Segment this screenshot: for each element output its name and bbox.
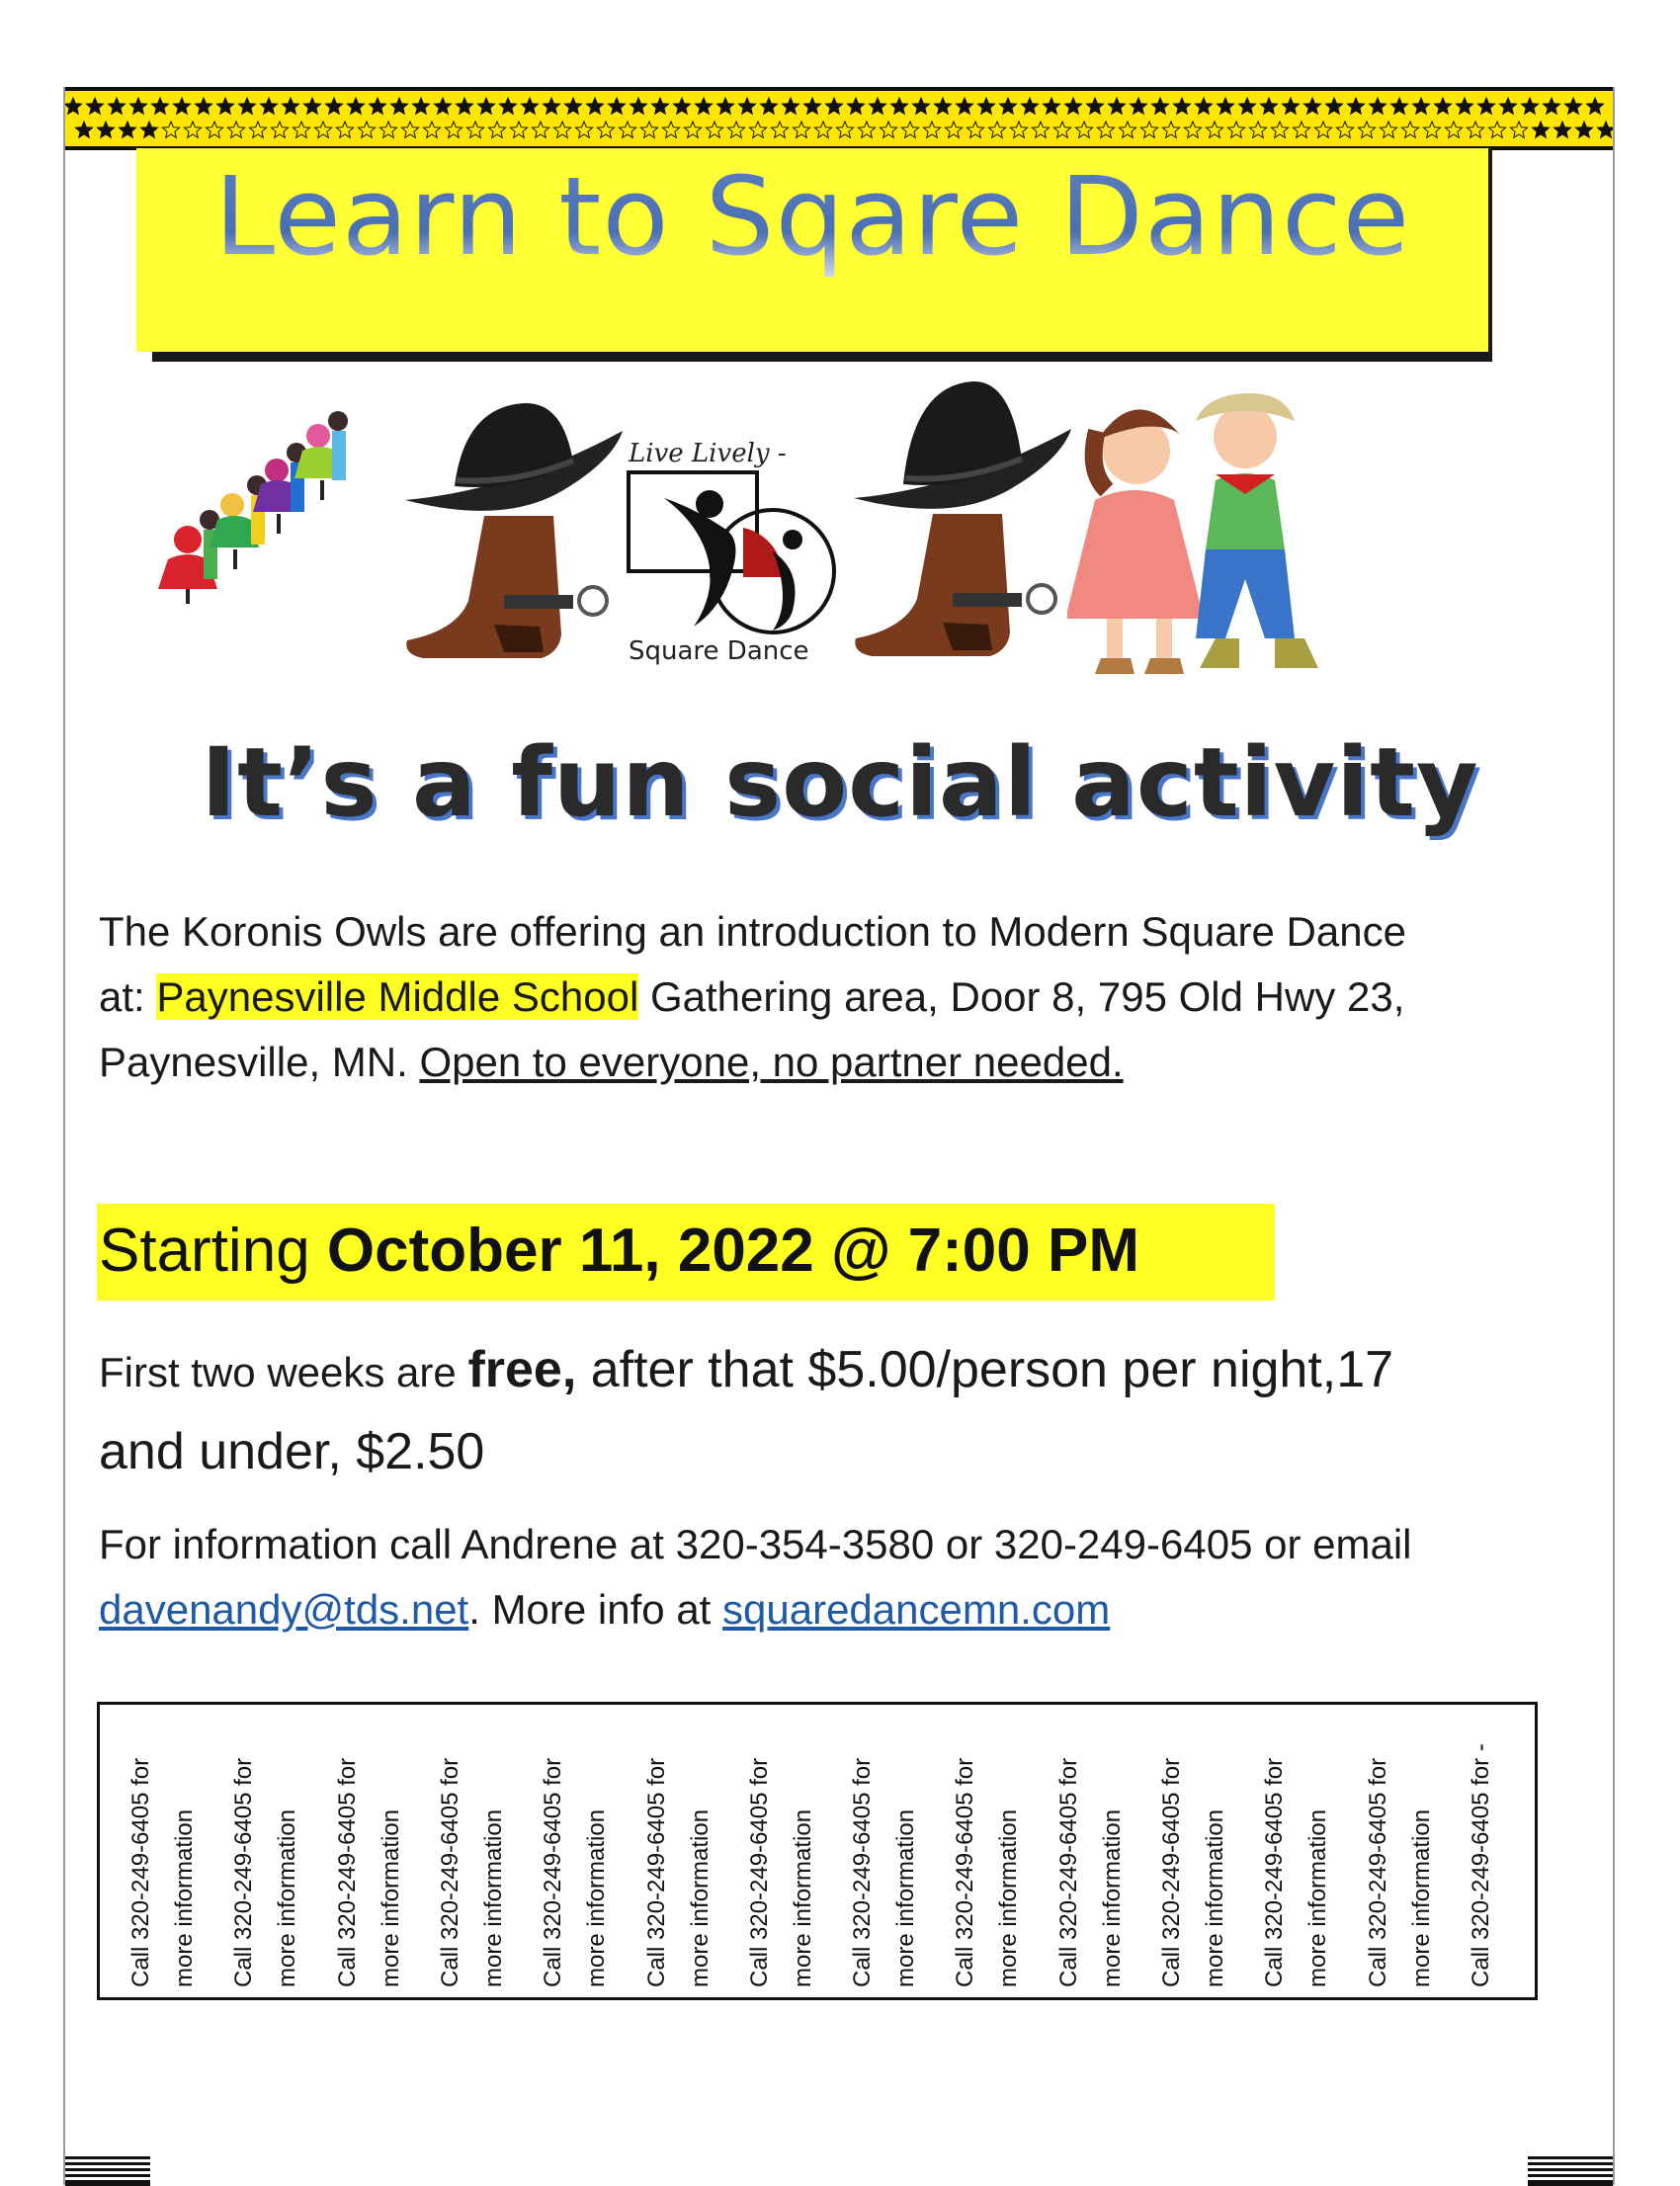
star-shape — [293, 122, 309, 137]
star-shape — [227, 122, 244, 137]
star-shape — [173, 98, 190, 114]
star-shape — [716, 98, 733, 114]
star-shape — [1564, 98, 1581, 114]
tear-off-tab — [944, 1719, 1033, 1987]
page-frame-left — [63, 87, 65, 2185]
star-shape — [325, 98, 342, 114]
star-shape — [630, 98, 646, 114]
star-shape — [369, 98, 385, 114]
star-shape — [695, 98, 712, 114]
star-shape — [1358, 122, 1375, 137]
star-shape — [901, 122, 918, 137]
intro-line-3 — [99, 1030, 1561, 1095]
fees-free: free, — [467, 1341, 577, 1398]
tear-off-tab-text: Call 320-249-6405 for more information — [436, 1757, 507, 1987]
star-shape — [945, 122, 962, 137]
star-shape — [662, 122, 679, 137]
star-shape — [1227, 122, 1244, 137]
star-shape — [1597, 122, 1613, 137]
city-text: Paynesville, MN. — [99, 1039, 420, 1085]
star-shape — [912, 98, 929, 114]
open-note: Open to everyone, no partner needed. — [419, 1039, 1124, 1085]
star-shape — [1412, 98, 1429, 114]
tear-off-tab — [1253, 1719, 1342, 1987]
star-shape — [847, 98, 864, 114]
star-shape — [1282, 98, 1299, 114]
dancers-line-icon — [148, 391, 358, 609]
logo-bottom-text: Square Dance — [629, 636, 809, 666]
tear-off-tab-text: Call 320-249-6405 for more information — [333, 1757, 404, 1987]
start-label: Starting — [99, 1217, 327, 1285]
star-shape — [108, 98, 125, 114]
star-shape — [1434, 98, 1451, 114]
star-shape — [1021, 98, 1038, 114]
contact-line-2 — [99, 1577, 1561, 1642]
star-shape — [336, 122, 353, 137]
star-shape — [445, 122, 462, 137]
star-shape — [1423, 122, 1440, 137]
star-shape — [532, 122, 548, 137]
star-shape — [1369, 98, 1386, 114]
venue-address: Gathering area, Door 8, 795 Old Hwy 23, — [638, 973, 1405, 1020]
tear-off-tab-text: Call 320-249-6405 for more information — [127, 1757, 198, 1987]
website-link[interactable]: squaredancemn.com — [722, 1586, 1111, 1633]
star-shape — [1575, 122, 1592, 137]
star-shape — [1380, 122, 1396, 137]
star-shape — [1075, 122, 1092, 137]
star-shape — [184, 122, 201, 137]
tear-off-tab-text: Call 320-249-6405 for - — [1467, 1743, 1494, 1987]
tear-off-tab-text: Call 320-249-6405 for more information — [745, 1757, 816, 1987]
star-shape — [119, 122, 135, 137]
star-shape — [1488, 122, 1505, 137]
star-shape — [640, 122, 657, 137]
star-shape — [1184, 122, 1201, 137]
tear-off-tab-text: Call 320-249-6405 for more information — [1261, 1757, 1332, 1987]
star-shape — [1108, 98, 1125, 114]
star-shape — [1532, 122, 1549, 137]
star-shape — [1467, 122, 1483, 137]
star-shape — [1510, 122, 1527, 137]
star-shape — [825, 98, 842, 114]
star-shape — [206, 122, 222, 137]
star-shape — [347, 98, 364, 114]
fees-paragraph — [99, 1330, 1581, 1491]
star-shape — [1293, 122, 1309, 137]
tear-off-tab — [738, 1719, 827, 1987]
star-shape — [477, 98, 494, 114]
star-shape — [1162, 122, 1179, 137]
tear-off-tab — [1357, 1719, 1446, 1987]
star-shape — [510, 122, 527, 137]
star-shape — [956, 98, 972, 114]
tear-off-tab-text: Call 320-249-6405 for more information — [849, 1757, 920, 1987]
star-shape — [86, 98, 103, 114]
tear-off-tab-text: Call 320-249-6405 for more information — [230, 1757, 301, 1987]
intro-line-1: The Koronis Owls are offering an introduction to Modern Square Dance — [99, 908, 1406, 955]
star-shape — [129, 98, 146, 114]
fees-line-1 — [99, 1330, 1581, 1412]
star-shape — [1053, 122, 1070, 137]
star-shape — [1140, 122, 1157, 137]
star-shape — [923, 122, 940, 137]
star-shape — [1554, 122, 1570, 137]
star-shape — [977, 98, 994, 114]
star-shape — [619, 122, 635, 137]
star-shape — [238, 98, 255, 114]
tear-off-tab — [326, 1719, 415, 1987]
star-shape — [966, 122, 983, 137]
star-shape — [869, 98, 885, 114]
star-shape — [1303, 98, 1320, 114]
venue-prefix: at: — [99, 973, 157, 1020]
star-shape — [314, 122, 331, 137]
tear-off-tab — [429, 1719, 518, 1987]
star-shape — [749, 122, 766, 137]
tear-off-tab-text: Call 320-249-6405 for more information — [1364, 1757, 1435, 1987]
star-shape — [97, 122, 114, 137]
intro-line-2 — [99, 965, 1561, 1030]
star-shape — [379, 122, 396, 137]
star-shape — [499, 98, 516, 114]
star-shape — [727, 122, 744, 137]
star-shape — [195, 98, 211, 114]
star-shape — [423, 122, 440, 137]
star-shape — [1521, 98, 1538, 114]
corner-lines-left — [65, 2156, 150, 2185]
star-shape — [706, 122, 722, 137]
star-shape — [738, 98, 755, 114]
star-shape — [1130, 98, 1146, 114]
star-shape — [836, 122, 853, 137]
star-shape — [1010, 122, 1027, 137]
venue-name: Paynesville Middle School — [156, 973, 639, 1020]
start-datetime: October 11, 2022 @ 7:00 PM — [326, 1217, 1139, 1285]
star-shape — [65, 98, 82, 114]
tear-off-tab-text: Call 320-249-6405 for more information — [1158, 1757, 1228, 1987]
star-shape — [988, 122, 1005, 137]
logo-top-text: Live Lively - — [629, 439, 787, 468]
tear-off-tab — [635, 1719, 724, 1987]
tear-off-tab — [1460, 1719, 1549, 1987]
star-shape — [434, 98, 451, 114]
star-shape — [1119, 122, 1135, 137]
contact-line-1: For information call Andrene at 320-354-3580 or 320-249-6405 or email — [99, 1521, 1412, 1567]
cowboy-boot-hat-icon — [844, 376, 1081, 672]
star-shape — [1336, 122, 1353, 137]
star-shape — [358, 122, 375, 137]
star-shape — [684, 122, 701, 137]
email-link[interactable]: davenandy@tds.net — [99, 1586, 469, 1633]
star-shape — [1217, 98, 1233, 114]
star-shape — [151, 98, 168, 114]
star-shape — [260, 98, 277, 114]
star-border — [65, 87, 1613, 150]
star-shape — [1543, 98, 1559, 114]
intro-paragraph — [99, 899, 1561, 1095]
star-shape — [1401, 122, 1418, 137]
star-shape — [216, 98, 233, 114]
star-shape — [575, 122, 592, 137]
star-shape — [771, 122, 788, 137]
tear-off-tab — [1150, 1719, 1239, 1987]
dancing-couple-icon — [1067, 391, 1344, 678]
more-info-prefix: . More info at — [468, 1586, 723, 1633]
tear-off-tab — [222, 1719, 311, 1987]
cowboy-boot-hat-icon — [395, 397, 632, 674]
star-shape — [760, 98, 777, 114]
star-shape — [456, 98, 472, 114]
title-box — [136, 148, 1488, 352]
star-shape — [880, 122, 896, 137]
star-shape — [1260, 98, 1277, 114]
star-shape — [1314, 122, 1331, 137]
star-shape — [1043, 98, 1059, 114]
star-shape — [1173, 98, 1190, 114]
star-shape — [553, 122, 570, 137]
star-shape — [271, 122, 288, 137]
star-shape — [1097, 122, 1114, 137]
star-shape — [586, 98, 603, 114]
star-shape — [999, 98, 1016, 114]
star-shape — [1195, 98, 1212, 114]
star-shape — [1238, 98, 1255, 114]
star-shape — [1390, 98, 1407, 114]
page-title: Learn to Sqare Dance — [213, 153, 1411, 280]
star-shape — [673, 98, 690, 114]
star-shape — [1249, 122, 1266, 137]
star-shape — [140, 122, 157, 137]
tear-off-tab — [1048, 1719, 1136, 1987]
tear-off-strip — [97, 1702, 1538, 2000]
star-shape — [1271, 122, 1288, 137]
star-shape — [1477, 98, 1494, 114]
page-frame-right — [1613, 87, 1615, 2185]
star-shape — [1347, 98, 1364, 114]
tear-off-tab-text: Call 320-249-6405 for more information — [952, 1757, 1023, 1987]
star-shape — [1325, 98, 1342, 114]
star-shape — [1499, 98, 1516, 114]
star-shape — [608, 98, 625, 114]
square-dance-logo-icon — [625, 468, 842, 636]
tear-off-tab-text: Call 320-249-6405 for more information — [540, 1757, 611, 1987]
start-line — [99, 1212, 1139, 1291]
star-shape — [597, 122, 614, 137]
star-shape — [1064, 98, 1081, 114]
star-shape — [1456, 98, 1472, 114]
fees-line-2: and under, $2.50 — [99, 1423, 485, 1480]
star-shape — [249, 122, 266, 137]
star-shape — [803, 98, 820, 114]
star-shape — [282, 98, 298, 114]
star-shape — [75, 122, 92, 137]
star-shape — [303, 98, 320, 114]
tear-off-tab-text: Call 320-249-6405 for more information — [1054, 1757, 1126, 1987]
star-shape — [1445, 122, 1462, 137]
star-shape — [488, 122, 505, 137]
star-shape — [782, 98, 798, 114]
star-shape — [793, 122, 809, 137]
star-shape — [1151, 98, 1168, 114]
tear-off-tab — [841, 1719, 930, 1987]
tear-off-tab-text: Call 320-249-6405 for more information — [642, 1757, 714, 1987]
star-shape — [1032, 122, 1049, 137]
star-shape — [466, 122, 483, 137]
star-shape — [1206, 122, 1222, 137]
star-shape — [1086, 98, 1103, 114]
contact-paragraph — [99, 1512, 1561, 1642]
star-shape — [401, 122, 418, 137]
star-shape — [521, 98, 538, 114]
star-shape — [814, 122, 831, 137]
star-shape — [1586, 98, 1603, 114]
star-shape — [564, 98, 581, 114]
star-shape — [858, 122, 875, 137]
star-shape — [543, 98, 559, 114]
star-shape — [890, 98, 907, 114]
corner-lines-right — [1528, 2156, 1613, 2185]
fees-rest: after that $5.00/person per night,17 — [576, 1341, 1394, 1398]
star-shape — [412, 98, 429, 114]
star-shape — [390, 98, 407, 114]
star-shape — [162, 122, 179, 137]
fees-prefix: First two weeks are — [99, 1349, 468, 1395]
star-shape — [651, 98, 668, 114]
tear-off-tab — [120, 1719, 209, 1987]
headline: It’s a fun social activity — [201, 727, 1479, 838]
tear-off-tab — [532, 1719, 621, 1987]
star-shape — [934, 98, 951, 114]
